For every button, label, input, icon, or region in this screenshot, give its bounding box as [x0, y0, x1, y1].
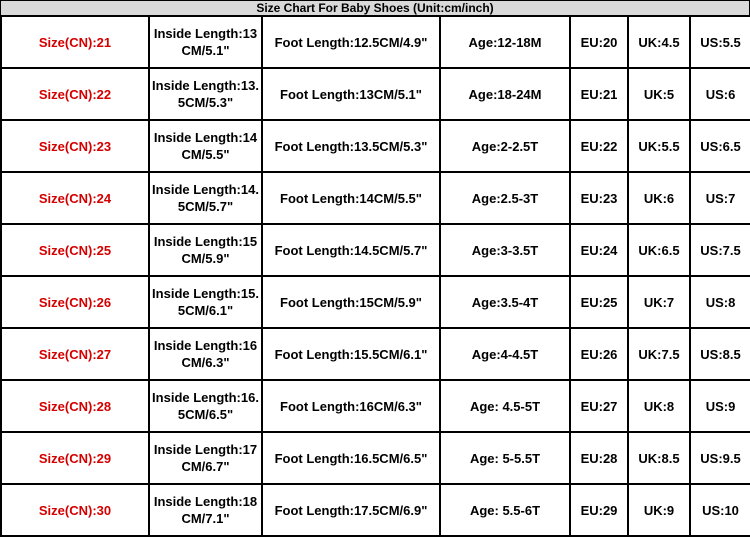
- eu-size-cell: EU:21: [570, 68, 628, 120]
- size-table: [0, 15, 750, 537]
- us-size-cell: US:7.5: [690, 224, 750, 276]
- eu-size-cell: EU:27: [570, 380, 628, 432]
- age-cell: Age:3-3.5T: [440, 224, 570, 276]
- foot-length-cell: Foot Length:13.5CM/5.3": [262, 120, 440, 172]
- table-row: [1, 328, 750, 380]
- inside-length-cell: Inside Length:18CM/7.1": [149, 484, 262, 536]
- uk-size-cell: UK:6.5: [628, 224, 690, 276]
- size-table-body: [1, 16, 750, 536]
- eu-size-cell: EU:23: [570, 172, 628, 224]
- foot-length-cell: Foot Length:16.5CM/6.5": [262, 432, 440, 484]
- age-cell: Age:2.5-3T: [440, 172, 570, 224]
- eu-size-cell: EU:24: [570, 224, 628, 276]
- uk-size-cell: UK:8: [628, 380, 690, 432]
- age-cell: Age: 5.5-6T: [440, 484, 570, 536]
- size-cn-cell: Size(CN):29: [1, 432, 149, 484]
- table-row: [1, 120, 750, 172]
- eu-size-cell: EU:20: [570, 16, 628, 68]
- foot-length-cell: Foot Length:15.5CM/6.1": [262, 328, 440, 380]
- uk-size-cell: UK:6: [628, 172, 690, 224]
- table-row: [1, 276, 750, 328]
- size-cn-cell: Size(CN):27: [1, 328, 149, 380]
- table-row: [1, 16, 750, 68]
- eu-size-cell: EU:28: [570, 432, 628, 484]
- inside-length-cell: Inside Length:16.5CM/6.5": [149, 380, 262, 432]
- table-row: [1, 380, 750, 432]
- uk-size-cell: UK:9: [628, 484, 690, 536]
- size-cn-cell: Size(CN):24: [1, 172, 149, 224]
- us-size-cell: US:8.5: [690, 328, 750, 380]
- table-row: [1, 224, 750, 276]
- us-size-cell: US:6: [690, 68, 750, 120]
- uk-size-cell: UK:7.5: [628, 328, 690, 380]
- foot-length-cell: Foot Length:14.5CM/5.7": [262, 224, 440, 276]
- size-cn-cell: Size(CN):21: [1, 16, 149, 68]
- size-cn-cell: Size(CN):25: [1, 224, 149, 276]
- us-size-cell: US:5.5: [690, 16, 750, 68]
- us-size-cell: US:9.5: [690, 432, 750, 484]
- foot-length-cell: Foot Length:12.5CM/4.9": [262, 16, 440, 68]
- size-cn-cell: Size(CN):28: [1, 380, 149, 432]
- size-cn-cell: Size(CN):22: [1, 68, 149, 120]
- eu-size-cell: EU:29: [570, 484, 628, 536]
- uk-size-cell: UK:4.5: [628, 16, 690, 68]
- age-cell: Age:3.5-4T: [440, 276, 570, 328]
- us-size-cell: US:9: [690, 380, 750, 432]
- uk-size-cell: UK:7: [628, 276, 690, 328]
- inside-length-cell: Inside Length:14.5CM/5.7": [149, 172, 262, 224]
- age-cell: Age: 4.5-5T: [440, 380, 570, 432]
- foot-length-cell: Foot Length:14CM/5.5": [262, 172, 440, 224]
- inside-length-cell: Inside Length:13.5CM/5.3": [149, 68, 262, 120]
- eu-size-cell: EU:26: [570, 328, 628, 380]
- foot-length-cell: Foot Length:15CM/5.9": [262, 276, 440, 328]
- inside-length-cell: Inside Length:16CM/6.3": [149, 328, 262, 380]
- uk-size-cell: UK:5: [628, 68, 690, 120]
- age-cell: Age:12-18M: [440, 16, 570, 68]
- table-row: [1, 68, 750, 120]
- size-cn-cell: Size(CN):26: [1, 276, 149, 328]
- foot-length-cell: Foot Length:17.5CM/6.9": [262, 484, 440, 536]
- us-size-cell: US:10: [690, 484, 750, 536]
- foot-length-cell: Foot Length:16CM/6.3": [262, 380, 440, 432]
- size-cn-cell: Size(CN):30: [1, 484, 149, 536]
- eu-size-cell: EU:25: [570, 276, 628, 328]
- us-size-cell: US:7: [690, 172, 750, 224]
- table-row: [1, 484, 750, 536]
- age-cell: Age:4-4.5T: [440, 328, 570, 380]
- inside-length-cell: Inside Length:14CM/5.5": [149, 120, 262, 172]
- foot-length-cell: Foot Length:13CM/5.1": [262, 68, 440, 120]
- inside-length-cell: Inside Length:15.5CM/6.1": [149, 276, 262, 328]
- table-row: [1, 172, 750, 224]
- chart-title: Size Chart For Baby Shoes (Unit:cm/inch): [0, 0, 750, 16]
- uk-size-cell: UK:5.5: [628, 120, 690, 172]
- inside-length-cell: Inside Length:13CM/5.1": [149, 16, 262, 68]
- age-cell: Age:18-24M: [440, 68, 570, 120]
- us-size-cell: US:8: [690, 276, 750, 328]
- inside-length-cell: Inside Length:17CM/6.7": [149, 432, 262, 484]
- inside-length-cell: Inside Length:15CM/5.9": [149, 224, 262, 276]
- eu-size-cell: EU:22: [570, 120, 628, 172]
- size-cn-cell: Size(CN):23: [1, 120, 149, 172]
- age-cell: Age: 5-5.5T: [440, 432, 570, 484]
- table-row: [1, 432, 750, 484]
- uk-size-cell: UK:8.5: [628, 432, 690, 484]
- age-cell: Age:2-2.5T: [440, 120, 570, 172]
- us-size-cell: US:6.5: [690, 120, 750, 172]
